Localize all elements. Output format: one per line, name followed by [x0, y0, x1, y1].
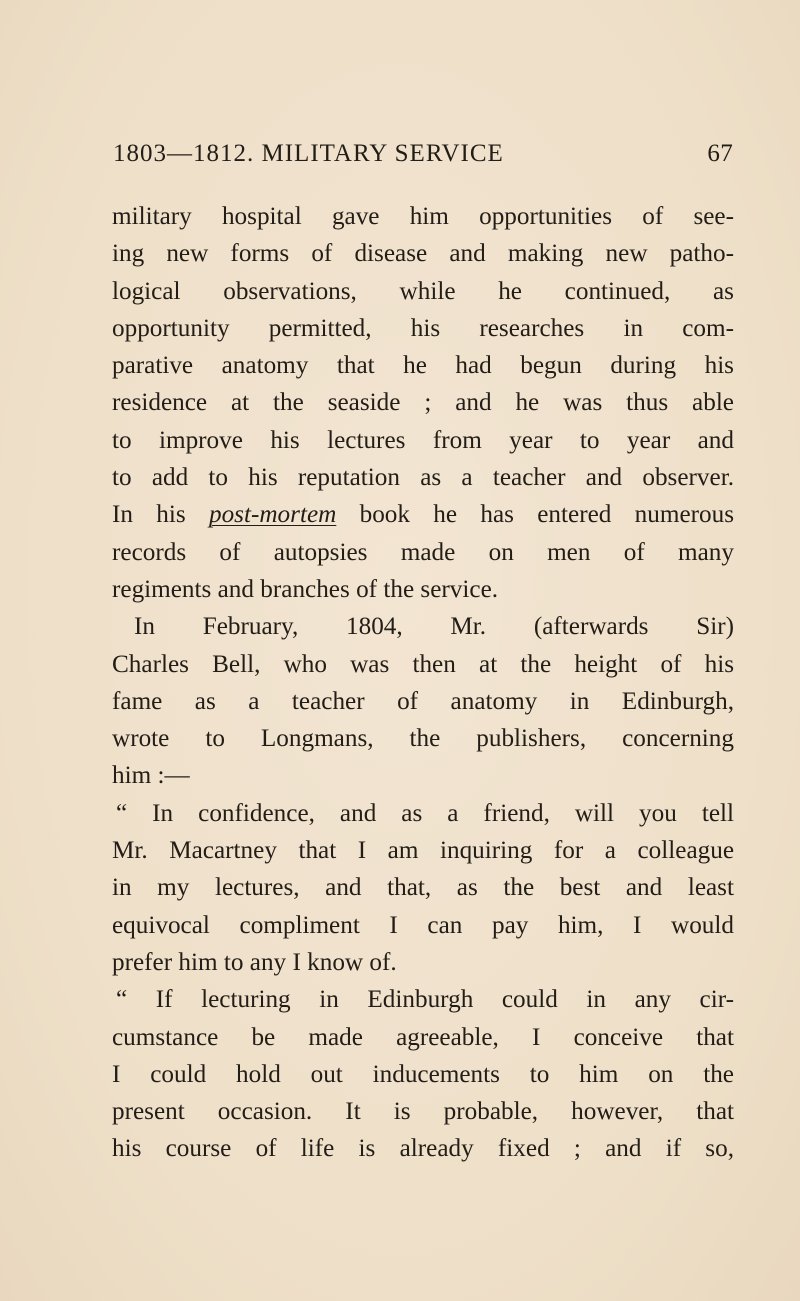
running-head	[113, 140, 733, 168]
text-line: his course of life is already fixed ; and if so,	[112, 1135, 734, 1163]
text-line: In February, 1804, Mr. (afterwards Sir)	[134, 613, 734, 641]
text-line: residence at the seaside ; and he was thus able	[112, 389, 734, 417]
text-line: opportunity permitted, his researches in com-	[112, 314, 734, 342]
text-line: “ If lecturing in Edinburgh could in any cir-	[116, 986, 734, 1014]
text-line: Mr. Macartney that I am inquiring for a colleague	[112, 837, 734, 865]
text-line: military hospital gave him opportunities of see-	[112, 203, 734, 230]
text-line: regiments and branches of the service.	[112, 575, 499, 603]
text-line: I could hold out inducements to him on the	[112, 1060, 734, 1088]
text-line: cumstance be made agreeable, I conceive that	[112, 1023, 734, 1051]
text-line: to add to his reputation as a teacher and observer.	[112, 464, 734, 492]
italic-term: post-mortem	[208, 501, 337, 529]
text-line: parative anatomy that he had begun during his	[112, 352, 734, 380]
text-line: ing new forms of disease and making new patho-	[112, 240, 734, 268]
text-line: prefer him to any I know of.	[112, 948, 397, 976]
text-line: logical observations, while he continued, as	[112, 277, 734, 305]
text-line: equivocal compliment I can pay him, I would	[112, 911, 734, 939]
text-line: to improve his lectures from year to year and	[112, 426, 734, 454]
text-line: present occasion. It is probable, however, that	[112, 1098, 734, 1126]
text-line: fame as a teacher of anatomy in Edinburgh,	[112, 687, 734, 715]
text-line: wrote to Longmans, the publishers, concerning	[112, 725, 734, 753]
running-head-title: 1803—1812. MILITARY SERVICE	[113, 140, 504, 167]
text-line: Charles Bell, who was then at the height of his	[112, 650, 734, 678]
text-line: “ In confidence, and as a friend, will you tell	[116, 799, 734, 827]
text-line: him :—	[112, 762, 190, 790]
text-line: in my lectures, and that, as the best and least	[112, 874, 734, 902]
text-line: records of autopsies made on men of many	[112, 538, 734, 566]
text-fragment: In his	[112, 501, 209, 529]
body-text	[112, 198, 734, 1168]
text-line	[112, 496, 734, 533]
text-fragment: book he has entered numerous	[336, 501, 735, 529]
page-number: 67	[707, 140, 733, 167]
